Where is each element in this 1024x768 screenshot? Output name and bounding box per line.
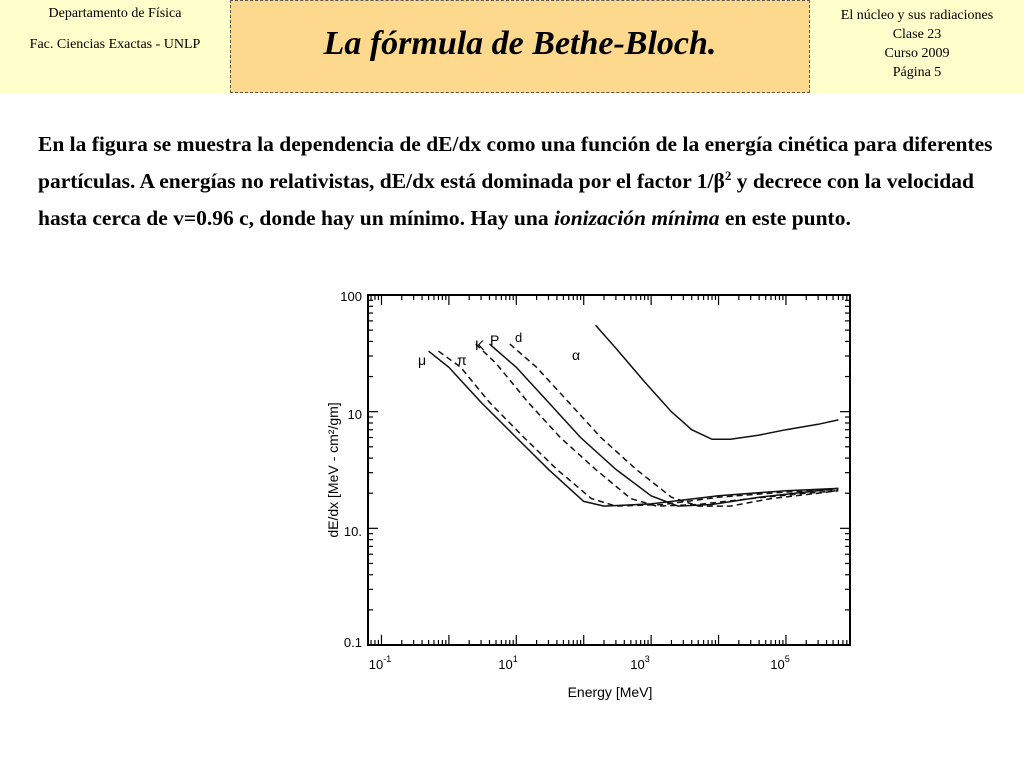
- label-alpha: α: [572, 347, 581, 363]
- label-muon: μ: [418, 352, 427, 368]
- paragraph-part-3: en este punto.: [719, 206, 851, 230]
- bethe-bloch-chart: [300, 285, 865, 715]
- explanation-paragraph: [38, 126, 998, 237]
- paragraph-part-1: En la figura se muestra la dependencia de dE/dx como una función de la energía cinética para diferentes partículas. A energías no relativistas, dE/dx está dominada por el factor 1/β: [38, 132, 993, 193]
- faculty-name: Fac. Ciencias Exactas - UNLP: [29, 37, 201, 52]
- axis-ticks: [368, 295, 850, 645]
- x-tick-label: $10^3$: [630, 654, 650, 672]
- slide-title: La fórmula de Bethe-Bloch.: [323, 25, 717, 62]
- department-name: Departamento de Física: [48, 6, 182, 21]
- slide-header: [0, 0, 1024, 95]
- curve-4: [510, 344, 839, 506]
- x-tick-labels: [369, 654, 790, 672]
- beta-exponent: 2: [724, 167, 732, 183]
- course-name: El núcleo y sus radiaciones: [840, 8, 994, 23]
- y-axis-label: dE/dx [MeV - cm²/gm]: [325, 402, 341, 538]
- x-tick-label: $10^1$: [498, 654, 518, 672]
- y-tick-label: 0.1: [343, 635, 362, 650]
- curve-5: [596, 325, 839, 439]
- curve-3: [490, 344, 839, 506]
- course-year: Curso 2009: [884, 46, 950, 61]
- y-tick-label: 10: [347, 407, 362, 422]
- y-tick-label: 100: [340, 289, 362, 304]
- curves: [429, 325, 839, 506]
- course-info-box: [810, 0, 1024, 93]
- x-axis-label: Energy [MeV]: [567, 684, 653, 700]
- label-proton: P: [490, 332, 500, 348]
- plot-frame: [368, 295, 850, 645]
- x-tick-label: $10^{-1}$: [368, 654, 392, 672]
- label-kaon: K: [475, 337, 485, 353]
- y-tick-label: 10.: [343, 524, 362, 539]
- label-pion: π: [457, 352, 467, 368]
- curve-2: [476, 344, 839, 506]
- label-deuteron: d: [515, 330, 523, 345]
- department-box: [0, 0, 230, 93]
- minimum-ionization-term: ionización mínima: [553, 206, 720, 230]
- y-tick-labels: [340, 289, 362, 650]
- bethe-bloch-figure: [300, 285, 865, 715]
- title-box: [230, 0, 810, 93]
- paragraph-part-2: y decrece con la velocidad hasta cerca de v=0.96 c, donde hay un mínimo. Hay una: [38, 169, 974, 230]
- page-number: Página 5: [892, 65, 942, 80]
- x-tick-label: $10^5$: [770, 654, 790, 672]
- class-number: Clase 23: [892, 27, 942, 42]
